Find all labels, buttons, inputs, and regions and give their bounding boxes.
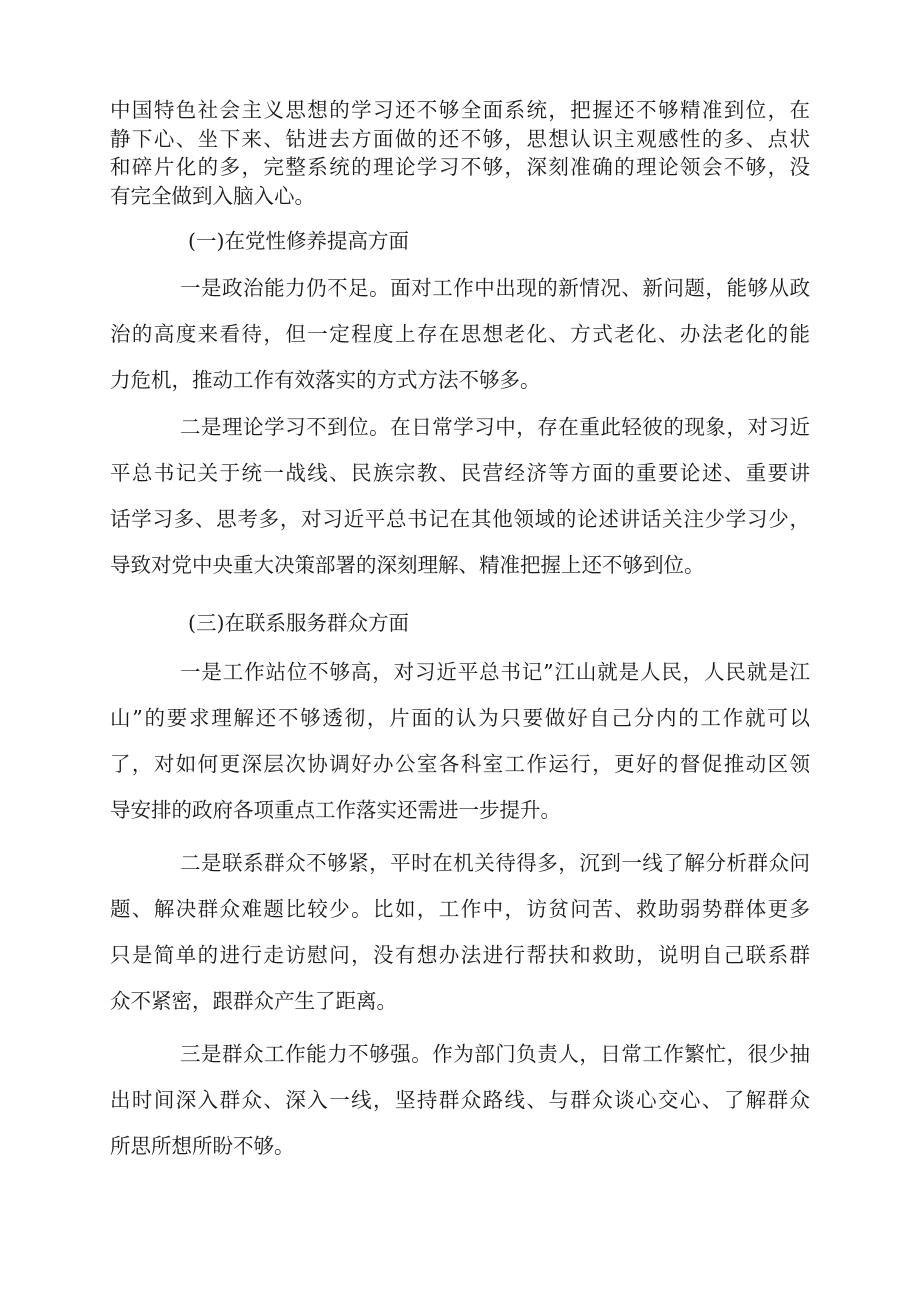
- text-line: 导致对党中央重大决策部署的深刻理解、精准把握上还不够到位。: [110, 553, 705, 577]
- text-line: 出时间深入群众、深入一线，坚持群众路线、与群众谈心交心、了解群众: [110, 1088, 810, 1112]
- paragraph-political-ability: [110, 265, 810, 403]
- text-line: 了，对如何更深层次协调好办公室各科室工作运行，更好的督促推动区领: [110, 752, 810, 776]
- text-line: 中国特色社会主义思想的学习还不够全面系统，把握还不够精准到位，在: [110, 98, 810, 122]
- text-line: 治的高度来看待，但一定程度上存在思想老化、方式老化、办法老化的能: [110, 322, 810, 346]
- paragraph-mass-work-ability: [110, 1031, 810, 1169]
- text-line: 话学习多、思考多，对习近平总书记在其他领域的论述讲话关注少学习少，: [110, 507, 810, 531]
- text-line: 山”的要求理解还不够透彻，片面的认为只要做好自己分内的工作就可以: [110, 706, 810, 730]
- paragraph-work-position: [110, 649, 810, 833]
- text-line: 只是简单的进行走访慰问，没有想办法进行帮扶和救助，说明自己联系群: [110, 943, 810, 967]
- text-line: 题、解决群众难题比较少。比如，工作中，访贫问苦、救助弱势群体更多: [110, 897, 810, 921]
- text-line: 静下心、坐下来、钻进去方面做的还不够，思想认识主观感性的多、点状: [110, 126, 810, 151]
- text-line: 一是政治能力仍不足。面对工作中出现的新情况、新问题，能够从政: [180, 276, 810, 300]
- text-line: 众不紧密，跟群众产生了距离。: [110, 989, 397, 1013]
- text-line: 一是工作站位不够高，对习近平总书记”江山就是人民，人民就是江: [180, 660, 810, 684]
- text-line: 力危机，推动工作有效落实的方式方法不够多。: [110, 368, 541, 392]
- text-line: 和碎片化的多，完整系统的理论学习不够，深刻准确的理论领会不够，没: [110, 155, 810, 179]
- text-line: 平总书记关于统一战线、民族宗教、民营经济等方面的重要论述、重要讲: [110, 461, 810, 485]
- intro-paragraph: [110, 96, 810, 210]
- section-heading-3: (三)在联系服务群众方面: [188, 611, 409, 635]
- text-line: 二是理论学习不到位。在日常学习中，存在重此轻彼的现象，对习近: [180, 415, 810, 439]
- text-line: 有完全做到入脑入心。: [110, 183, 315, 208]
- paragraph-contact-masses: [110, 840, 810, 1024]
- text-line: 导安排的政府各项重点工作落实还需进一步提升。: [110, 798, 561, 822]
- text-line: 三是群众工作能力不够强。作为部门负责人，日常工作繁忙，很少抽: [180, 1042, 810, 1066]
- text-line: 二是联系群众不够紧，平时在机关待得多，沉到一线了解分析群众问: [180, 851, 810, 875]
- section-heading-1: (一)在党性修养提高方面: [188, 229, 409, 253]
- text-line: 所思所想所盼不够。: [110, 1134, 295, 1158]
- paragraph-theory-study: [110, 404, 810, 588]
